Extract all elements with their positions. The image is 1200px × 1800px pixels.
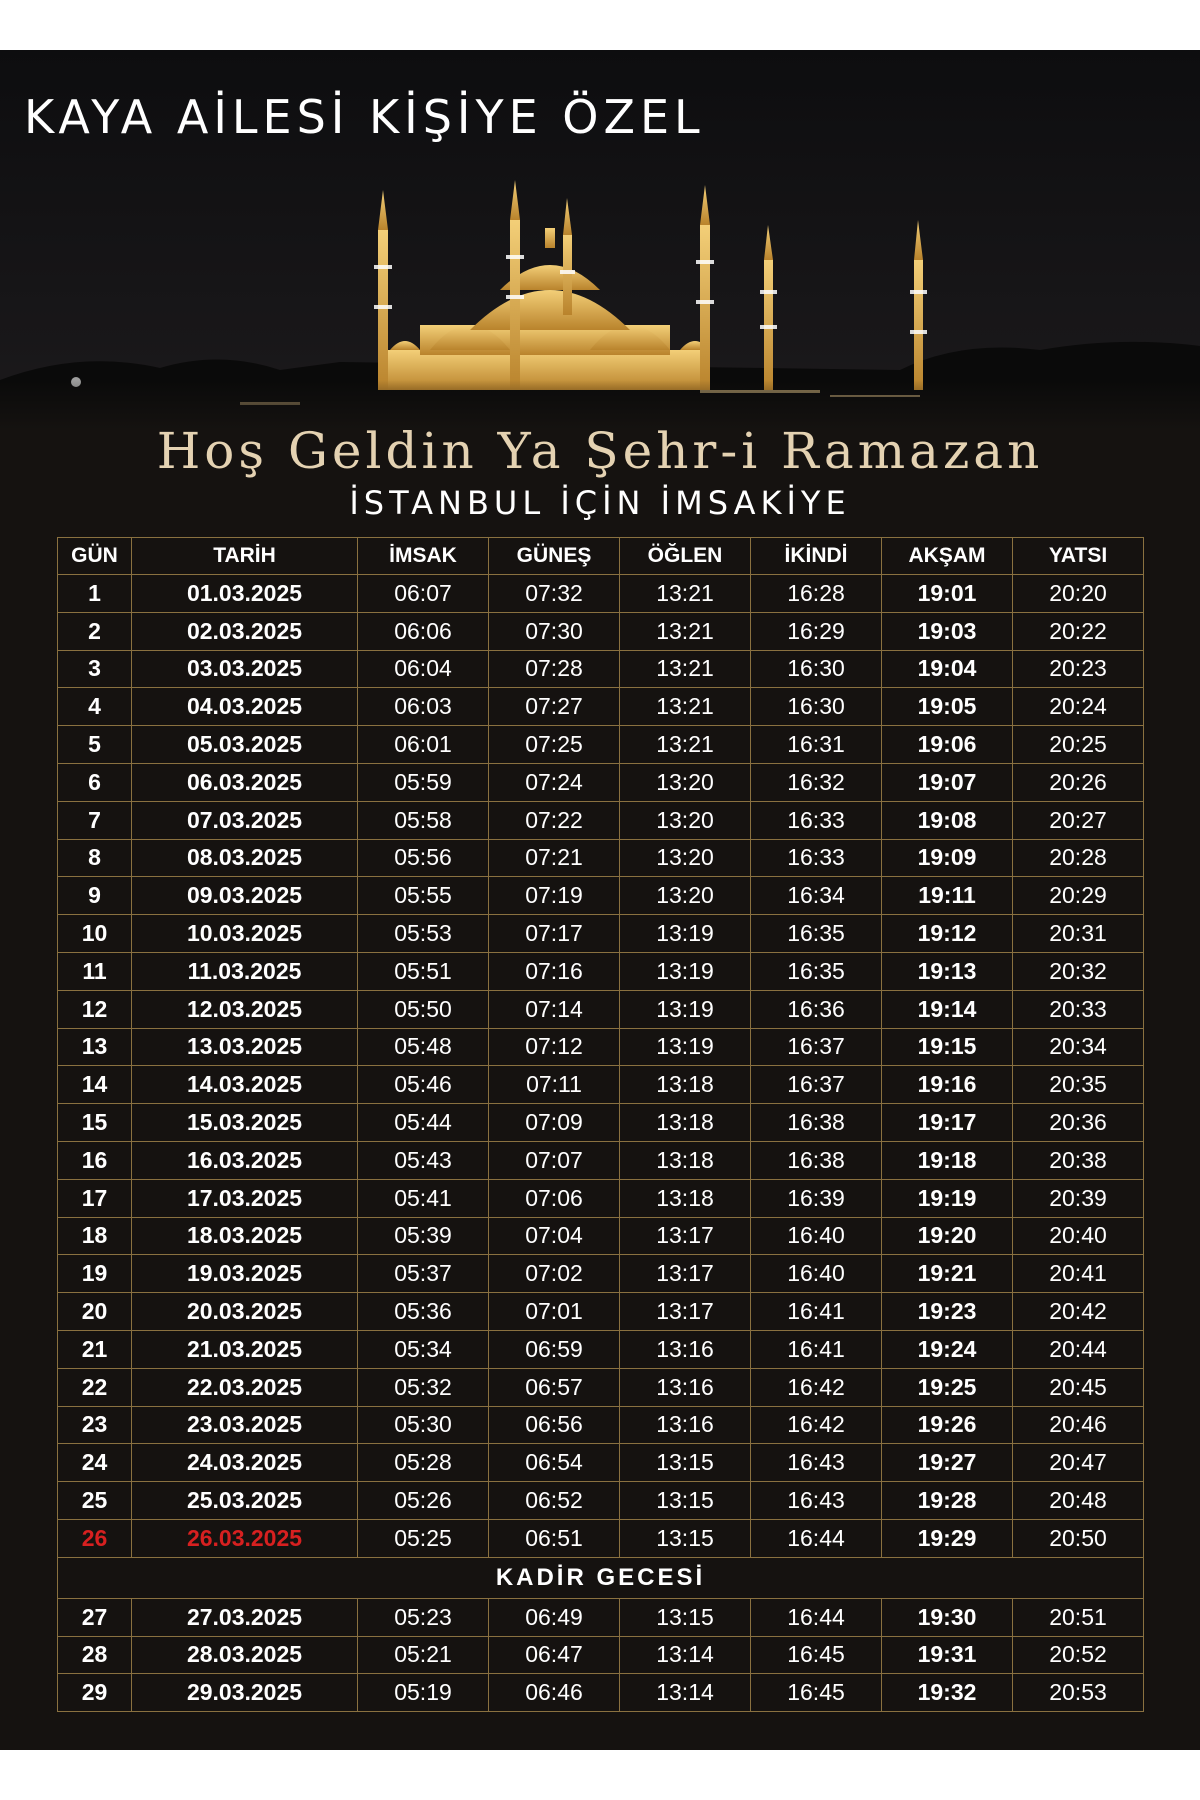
cell-gunes: 07:21 bbox=[489, 839, 620, 877]
kadir-gecesi-label: KADİR GECESİ bbox=[58, 1557, 1144, 1598]
table-row bbox=[58, 1104, 1144, 1142]
cell-gunes: 06:49 bbox=[489, 1598, 620, 1636]
cell-imsak: 05:21 bbox=[358, 1636, 489, 1674]
cell-imsak: 05:30 bbox=[358, 1406, 489, 1444]
cell-day: 15 bbox=[58, 1104, 132, 1142]
table-row bbox=[58, 1141, 1144, 1179]
cell-oglen: 13:20 bbox=[620, 763, 751, 801]
col-header-gun: GÜN bbox=[58, 538, 132, 575]
table-row bbox=[58, 990, 1144, 1028]
cell-date: 07.03.2025 bbox=[132, 801, 358, 839]
cell-imsak: 06:06 bbox=[358, 612, 489, 650]
cell-gunes: 07:25 bbox=[489, 726, 620, 764]
cell-date: 01.03.2025 bbox=[132, 575, 358, 613]
cell-aksam: 19:24 bbox=[882, 1330, 1013, 1368]
table-row bbox=[58, 575, 1144, 613]
cell-gunes: 07:27 bbox=[489, 688, 620, 726]
table-row bbox=[58, 1674, 1144, 1712]
cell-date: 15.03.2025 bbox=[132, 1104, 358, 1142]
cell-day: 20 bbox=[58, 1293, 132, 1331]
cell-aksam: 19:12 bbox=[882, 915, 1013, 953]
cell-aksam: 19:18 bbox=[882, 1141, 1013, 1179]
cell-date: 02.03.2025 bbox=[132, 612, 358, 650]
cell-gunes: 07:32 bbox=[489, 575, 620, 613]
col-header-tarih: TARİH bbox=[132, 538, 358, 575]
cell-day: 7 bbox=[58, 801, 132, 839]
cell-gunes: 07:30 bbox=[489, 612, 620, 650]
cell-ikindi: 16:28 bbox=[751, 575, 882, 613]
cell-ikindi: 16:37 bbox=[751, 1028, 882, 1066]
table-row bbox=[58, 877, 1144, 915]
cell-day: 5 bbox=[58, 726, 132, 764]
cell-imsak: 06:04 bbox=[358, 650, 489, 688]
cell-imsak: 05:43 bbox=[358, 1141, 489, 1179]
cell-gunes: 06:47 bbox=[489, 1636, 620, 1674]
cell-ikindi: 16:45 bbox=[751, 1636, 882, 1674]
cell-oglen: 13:21 bbox=[620, 726, 751, 764]
cell-date: 06.03.2025 bbox=[132, 763, 358, 801]
table-row bbox=[58, 1598, 1144, 1636]
cell-day: 10 bbox=[58, 915, 132, 953]
cell-yatsi: 20:25 bbox=[1013, 726, 1144, 764]
cell-gunes: 07:11 bbox=[489, 1066, 620, 1104]
cell-oglen: 13:21 bbox=[620, 650, 751, 688]
cell-oglen: 13:16 bbox=[620, 1368, 751, 1406]
table-row bbox=[58, 1255, 1144, 1293]
cell-day: 26 bbox=[58, 1519, 132, 1557]
cell-ikindi: 16:40 bbox=[751, 1255, 882, 1293]
page-subtitle: İSTANBUL İÇİN İMSAKİYE bbox=[349, 484, 851, 522]
cell-yatsi: 20:52 bbox=[1013, 1636, 1144, 1674]
cell-oglen: 13:16 bbox=[620, 1406, 751, 1444]
cell-oglen: 13:15 bbox=[620, 1598, 751, 1636]
cell-imsak: 05:19 bbox=[358, 1674, 489, 1712]
cell-date: 19.03.2025 bbox=[132, 1255, 358, 1293]
cell-yatsi: 20:22 bbox=[1013, 612, 1144, 650]
cell-gunes: 06:59 bbox=[489, 1330, 620, 1368]
cell-date: 21.03.2025 bbox=[132, 1330, 358, 1368]
cell-imsak: 05:41 bbox=[358, 1179, 489, 1217]
cell-oglen: 13:21 bbox=[620, 612, 751, 650]
cell-day: 28 bbox=[58, 1636, 132, 1674]
cell-ikindi: 16:45 bbox=[751, 1674, 882, 1712]
cell-imsak: 05:28 bbox=[358, 1444, 489, 1482]
cell-gunes: 06:54 bbox=[489, 1444, 620, 1482]
cell-aksam: 19:09 bbox=[882, 839, 1013, 877]
table-row bbox=[58, 1636, 1144, 1674]
cell-aksam: 19:13 bbox=[882, 952, 1013, 990]
cell-yatsi: 20:26 bbox=[1013, 763, 1144, 801]
cell-aksam: 19:15 bbox=[882, 1028, 1013, 1066]
cell-date: 03.03.2025 bbox=[132, 650, 358, 688]
cell-day: 3 bbox=[58, 650, 132, 688]
col-header-imsak: İMSAK bbox=[358, 538, 489, 575]
cell-imsak: 05:36 bbox=[358, 1293, 489, 1331]
cell-imsak: 05:51 bbox=[358, 952, 489, 990]
cell-date: 11.03.2025 bbox=[132, 952, 358, 990]
cell-yatsi: 20:27 bbox=[1013, 801, 1144, 839]
cell-date: 22.03.2025 bbox=[132, 1368, 358, 1406]
mosque-night-photo bbox=[0, 50, 1200, 430]
cell-day: 14 bbox=[58, 1066, 132, 1104]
cell-ikindi: 16:43 bbox=[751, 1444, 882, 1482]
cell-date: 25.03.2025 bbox=[132, 1482, 358, 1520]
cell-gunes: 07:24 bbox=[489, 763, 620, 801]
cell-imsak: 05:37 bbox=[358, 1255, 489, 1293]
cell-aksam: 19:30 bbox=[882, 1598, 1013, 1636]
cell-ikindi: 16:35 bbox=[751, 915, 882, 953]
cell-yatsi: 20:41 bbox=[1013, 1255, 1144, 1293]
cell-aksam: 19:17 bbox=[882, 1104, 1013, 1142]
cell-date: 10.03.2025 bbox=[132, 915, 358, 953]
cell-aksam: 19:04 bbox=[882, 650, 1013, 688]
cell-imsak: 05:26 bbox=[358, 1482, 489, 1520]
cell-yatsi: 20:51 bbox=[1013, 1598, 1144, 1636]
cell-oglen: 13:15 bbox=[620, 1444, 751, 1482]
table-row bbox=[58, 1179, 1144, 1217]
cell-date: 05.03.2025 bbox=[132, 726, 358, 764]
cell-oglen: 13:18 bbox=[620, 1141, 751, 1179]
cell-imsak: 05:50 bbox=[358, 990, 489, 1028]
cell-date: 26.03.2025 bbox=[132, 1519, 358, 1557]
cell-oglen: 13:21 bbox=[620, 575, 751, 613]
col-header-aksam: AKŞAM bbox=[882, 538, 1013, 575]
cell-date: 13.03.2025 bbox=[132, 1028, 358, 1066]
table-row bbox=[58, 763, 1144, 801]
cell-gunes: 07:14 bbox=[489, 990, 620, 1028]
cell-day: 1 bbox=[58, 575, 132, 613]
col-header-gunes: GÜNEŞ bbox=[489, 538, 620, 575]
table-row bbox=[58, 952, 1144, 990]
imsakiye-poster bbox=[0, 50, 1200, 1750]
cell-gunes: 06:51 bbox=[489, 1519, 620, 1557]
cell-day: 17 bbox=[58, 1179, 132, 1217]
cell-yatsi: 20:48 bbox=[1013, 1482, 1144, 1520]
cell-oglen: 13:19 bbox=[620, 990, 751, 1028]
table-row bbox=[58, 1406, 1144, 1444]
cell-gunes: 07:09 bbox=[489, 1104, 620, 1142]
cell-day: 16 bbox=[58, 1141, 132, 1179]
cell-ikindi: 16:40 bbox=[751, 1217, 882, 1255]
cell-aksam: 19:01 bbox=[882, 575, 1013, 613]
cell-date: 27.03.2025 bbox=[132, 1598, 358, 1636]
cell-aksam: 19:27 bbox=[882, 1444, 1013, 1482]
cell-yatsi: 20:40 bbox=[1013, 1217, 1144, 1255]
cell-ikindi: 16:34 bbox=[751, 877, 882, 915]
cell-imsak: 05:58 bbox=[358, 801, 489, 839]
cell-yatsi: 20:39 bbox=[1013, 1179, 1144, 1217]
cell-ikindi: 16:33 bbox=[751, 839, 882, 877]
cell-imsak: 05:34 bbox=[358, 1330, 489, 1368]
cell-gunes: 06:57 bbox=[489, 1368, 620, 1406]
cell-day: 24 bbox=[58, 1444, 132, 1482]
cell-oglen: 13:15 bbox=[620, 1482, 751, 1520]
cell-imsak: 05:44 bbox=[358, 1104, 489, 1142]
cell-oglen: 13:14 bbox=[620, 1636, 751, 1674]
cell-gunes: 07:28 bbox=[489, 650, 620, 688]
cell-yatsi: 20:42 bbox=[1013, 1293, 1144, 1331]
cell-aksam: 19:32 bbox=[882, 1674, 1013, 1712]
table-row bbox=[58, 1028, 1144, 1066]
family-brand-heading: KAYA AİLESİ KİŞİYE ÖZEL bbox=[24, 90, 705, 144]
cell-date: 24.03.2025 bbox=[132, 1444, 358, 1482]
cell-aksam: 19:28 bbox=[882, 1482, 1013, 1520]
cell-oglen: 13:15 bbox=[620, 1519, 751, 1557]
cell-gunes: 06:56 bbox=[489, 1406, 620, 1444]
cell-gunes: 07:01 bbox=[489, 1293, 620, 1331]
cell-day: 23 bbox=[58, 1406, 132, 1444]
cell-gunes: 06:52 bbox=[489, 1482, 620, 1520]
cell-day: 19 bbox=[58, 1255, 132, 1293]
cell-imsak: 05:55 bbox=[358, 877, 489, 915]
special-night-row bbox=[58, 1557, 1144, 1598]
cell-date: 18.03.2025 bbox=[132, 1217, 358, 1255]
table-row bbox=[58, 1293, 1144, 1331]
cell-day: 22 bbox=[58, 1368, 132, 1406]
cell-aksam: 19:03 bbox=[882, 612, 1013, 650]
cell-ikindi: 16:36 bbox=[751, 990, 882, 1028]
cell-gunes: 07:19 bbox=[489, 877, 620, 915]
cell-imsak: 05:39 bbox=[358, 1217, 489, 1255]
cell-ikindi: 16:29 bbox=[751, 612, 882, 650]
cell-oglen: 13:17 bbox=[620, 1217, 751, 1255]
cell-yatsi: 20:33 bbox=[1013, 990, 1144, 1028]
cell-oglen: 13:19 bbox=[620, 952, 751, 990]
col-header-yatsi: YATSI bbox=[1013, 538, 1144, 575]
cell-gunes: 07:16 bbox=[489, 952, 620, 990]
cell-yatsi: 20:50 bbox=[1013, 1519, 1144, 1557]
cell-gunes: 07:22 bbox=[489, 801, 620, 839]
cell-yatsi: 20:46 bbox=[1013, 1406, 1144, 1444]
cell-yatsi: 20:44 bbox=[1013, 1330, 1144, 1368]
cell-gunes: 07:04 bbox=[489, 1217, 620, 1255]
cell-ikindi: 16:38 bbox=[751, 1104, 882, 1142]
cell-yatsi: 20:35 bbox=[1013, 1066, 1144, 1104]
cell-oglen: 13:17 bbox=[620, 1293, 751, 1331]
cell-aksam: 19:14 bbox=[882, 990, 1013, 1028]
cell-yatsi: 20:47 bbox=[1013, 1444, 1144, 1482]
cell-date: 04.03.2025 bbox=[132, 688, 358, 726]
table-body bbox=[58, 575, 1144, 1712]
cell-gunes: 07:17 bbox=[489, 915, 620, 953]
cell-date: 29.03.2025 bbox=[132, 1674, 358, 1712]
cell-yatsi: 20:24 bbox=[1013, 688, 1144, 726]
table-header-row bbox=[58, 538, 1144, 575]
cell-gunes: 06:46 bbox=[489, 1674, 620, 1712]
cell-imsak: 06:03 bbox=[358, 688, 489, 726]
cell-ikindi: 16:41 bbox=[751, 1293, 882, 1331]
cell-imsak: 05:48 bbox=[358, 1028, 489, 1066]
cell-ikindi: 16:31 bbox=[751, 726, 882, 764]
cell-ikindi: 16:41 bbox=[751, 1330, 882, 1368]
cell-yatsi: 20:45 bbox=[1013, 1368, 1144, 1406]
cell-aksam: 19:06 bbox=[882, 726, 1013, 764]
table-row bbox=[58, 839, 1144, 877]
cell-imsak: 05:56 bbox=[358, 839, 489, 877]
cell-date: 09.03.2025 bbox=[132, 877, 358, 915]
cell-yatsi: 20:29 bbox=[1013, 877, 1144, 915]
cell-oglen: 13:20 bbox=[620, 801, 751, 839]
cell-yatsi: 20:53 bbox=[1013, 1674, 1144, 1712]
cell-yatsi: 20:31 bbox=[1013, 915, 1144, 953]
cell-ikindi: 16:38 bbox=[751, 1141, 882, 1179]
cell-aksam: 19:16 bbox=[882, 1066, 1013, 1104]
cell-day: 25 bbox=[58, 1482, 132, 1520]
cell-yatsi: 20:36 bbox=[1013, 1104, 1144, 1142]
col-header-oglen: ÖĞLEN bbox=[620, 538, 751, 575]
cell-date: 23.03.2025 bbox=[132, 1406, 358, 1444]
table-row bbox=[58, 915, 1144, 953]
cell-imsak: 06:01 bbox=[358, 726, 489, 764]
cell-aksam: 19:07 bbox=[882, 763, 1013, 801]
cell-date: 17.03.2025 bbox=[132, 1179, 358, 1217]
cell-date: 12.03.2025 bbox=[132, 990, 358, 1028]
cell-day: 2 bbox=[58, 612, 132, 650]
cell-oglen: 13:19 bbox=[620, 915, 751, 953]
cell-day: 6 bbox=[58, 763, 132, 801]
cell-imsak: 05:25 bbox=[358, 1519, 489, 1557]
cell-oglen: 13:21 bbox=[620, 688, 751, 726]
cell-day: 4 bbox=[58, 688, 132, 726]
table-row bbox=[58, 726, 1144, 764]
table-row bbox=[58, 688, 1144, 726]
table-row bbox=[58, 1519, 1144, 1557]
cell-day: 8 bbox=[58, 839, 132, 877]
cell-aksam: 19:29 bbox=[882, 1519, 1013, 1557]
table-row bbox=[58, 801, 1144, 839]
cell-gunes: 07:07 bbox=[489, 1141, 620, 1179]
cell-imsak: 06:07 bbox=[358, 575, 489, 613]
cell-ikindi: 16:42 bbox=[751, 1406, 882, 1444]
cell-yatsi: 20:38 bbox=[1013, 1141, 1144, 1179]
cell-oglen: 13:18 bbox=[620, 1104, 751, 1142]
cell-ikindi: 16:44 bbox=[751, 1519, 882, 1557]
cell-oglen: 13:20 bbox=[620, 839, 751, 877]
cell-aksam: 19:11 bbox=[882, 877, 1013, 915]
cell-aksam: 19:08 bbox=[882, 801, 1013, 839]
cell-aksam: 19:25 bbox=[882, 1368, 1013, 1406]
cell-oglen: 13:18 bbox=[620, 1066, 751, 1104]
cell-oglen: 13:19 bbox=[620, 1028, 751, 1066]
cell-yatsi: 20:20 bbox=[1013, 575, 1144, 613]
table-row bbox=[58, 1217, 1144, 1255]
cell-oglen: 13:18 bbox=[620, 1179, 751, 1217]
cell-ikindi: 16:33 bbox=[751, 801, 882, 839]
page-title: Hoş Geldin Ya Şehr-i Ramazan bbox=[156, 422, 1044, 480]
table-row bbox=[58, 1330, 1144, 1368]
cell-gunes: 07:06 bbox=[489, 1179, 620, 1217]
cell-day: 27 bbox=[58, 1598, 132, 1636]
cell-aksam: 19:23 bbox=[882, 1293, 1013, 1331]
cell-oglen: 13:16 bbox=[620, 1330, 751, 1368]
cell-aksam: 19:20 bbox=[882, 1217, 1013, 1255]
cell-aksam: 19:21 bbox=[882, 1255, 1013, 1293]
cell-oglen: 13:17 bbox=[620, 1255, 751, 1293]
cell-date: 28.03.2025 bbox=[132, 1636, 358, 1674]
cell-day: 21 bbox=[58, 1330, 132, 1368]
cell-aksam: 19:19 bbox=[882, 1179, 1013, 1217]
cell-ikindi: 16:43 bbox=[751, 1482, 882, 1520]
cell-day: 29 bbox=[58, 1674, 132, 1712]
cell-day: 9 bbox=[58, 877, 132, 915]
cell-date: 14.03.2025 bbox=[132, 1066, 358, 1104]
cell-aksam: 19:05 bbox=[882, 688, 1013, 726]
cell-ikindi: 16:30 bbox=[751, 688, 882, 726]
cell-yatsi: 20:34 bbox=[1013, 1028, 1144, 1066]
cell-yatsi: 20:28 bbox=[1013, 839, 1144, 877]
cell-imsak: 05:32 bbox=[358, 1368, 489, 1406]
cell-day: 13 bbox=[58, 1028, 132, 1066]
table-row bbox=[58, 612, 1144, 650]
cell-imsak: 05:23 bbox=[358, 1598, 489, 1636]
cell-yatsi: 20:23 bbox=[1013, 650, 1144, 688]
cell-date: 08.03.2025 bbox=[132, 839, 358, 877]
cell-gunes: 07:12 bbox=[489, 1028, 620, 1066]
cell-date: 16.03.2025 bbox=[132, 1141, 358, 1179]
cell-ikindi: 16:39 bbox=[751, 1179, 882, 1217]
cell-oglen: 13:20 bbox=[620, 877, 751, 915]
cell-ikindi: 16:32 bbox=[751, 763, 882, 801]
cell-ikindi: 16:35 bbox=[751, 952, 882, 990]
cell-gunes: 07:02 bbox=[489, 1255, 620, 1293]
cell-ikindi: 16:44 bbox=[751, 1598, 882, 1636]
cell-imsak: 05:59 bbox=[358, 763, 489, 801]
cell-day: 12 bbox=[58, 990, 132, 1028]
cell-aksam: 19:26 bbox=[882, 1406, 1013, 1444]
table-row bbox=[58, 1482, 1144, 1520]
prayer-times-table bbox=[57, 537, 1144, 1712]
cell-ikindi: 16:30 bbox=[751, 650, 882, 688]
cell-oglen: 13:14 bbox=[620, 1674, 751, 1712]
cell-ikindi: 16:42 bbox=[751, 1368, 882, 1406]
table-row bbox=[58, 650, 1144, 688]
col-header-ikindi: İKİNDİ bbox=[751, 538, 882, 575]
cell-imsak: 05:46 bbox=[358, 1066, 489, 1104]
cell-imsak: 05:53 bbox=[358, 915, 489, 953]
cell-ikindi: 16:37 bbox=[751, 1066, 882, 1104]
cell-day: 11 bbox=[58, 952, 132, 990]
cell-aksam: 19:31 bbox=[882, 1636, 1013, 1674]
cell-day: 18 bbox=[58, 1217, 132, 1255]
table-row bbox=[58, 1066, 1144, 1104]
cell-date: 20.03.2025 bbox=[132, 1293, 358, 1331]
cell-yatsi: 20:32 bbox=[1013, 952, 1144, 990]
table-row bbox=[58, 1368, 1144, 1406]
table-row bbox=[58, 1444, 1144, 1482]
